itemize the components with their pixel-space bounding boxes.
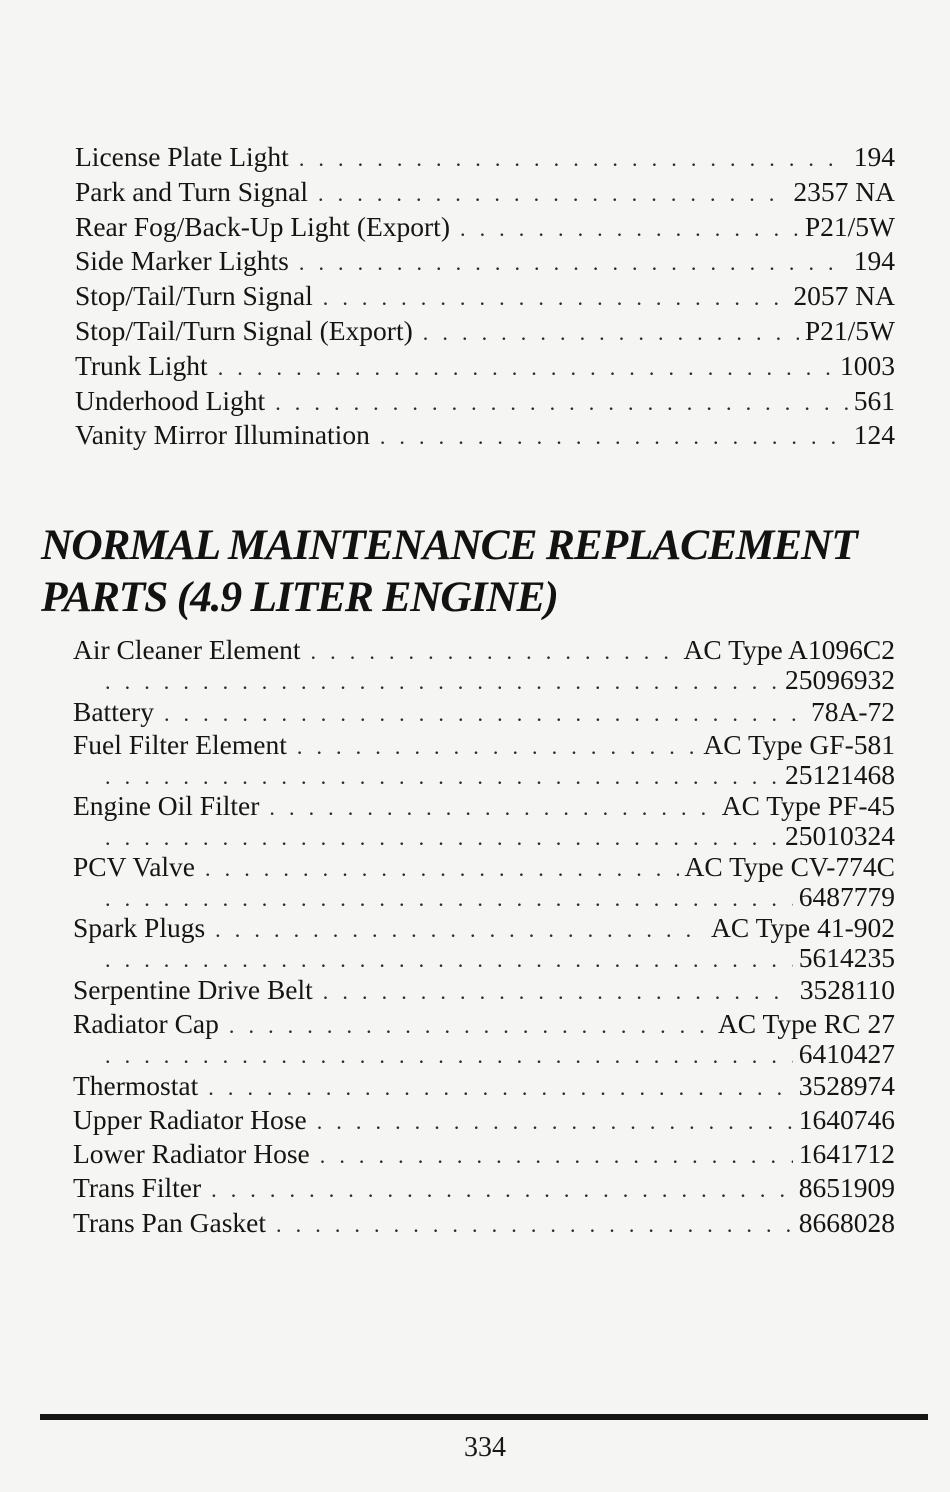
item-value: 78A-72 (810, 696, 895, 727)
part-number: 6410427 (798, 1037, 895, 1069)
list-item (73, 634, 895, 665)
item-label: Serpentine Drive Belt (73, 974, 313, 1006)
dot-leader (229, 1010, 712, 1041)
dot-leader (299, 246, 848, 281)
item-value: P21/5W (804, 314, 895, 346)
dot-leader (211, 1173, 793, 1207)
dot-leader (208, 1071, 793, 1105)
item-value: 1003 (840, 349, 895, 381)
parts-list (73, 634, 895, 1240)
item-label: Park and Turn Signal (75, 175, 309, 207)
item-value: 2057 NA (793, 280, 895, 312)
item-label: Radiator Cap (73, 1007, 219, 1039)
dot-leader (423, 316, 799, 351)
dot-leader (380, 420, 848, 455)
item-value: AC Type A1096C2 (683, 634, 895, 665)
list-item (75, 279, 895, 314)
dot-leader (105, 823, 779, 853)
section-heading-line-1: NORMAL MAINTENANCE REPLACEMENT (41, 521, 857, 569)
dot-leader (320, 1139, 793, 1173)
part-number: 6487779 (798, 881, 895, 913)
item-label: License Plate Light (75, 141, 289, 172)
item-label: Stop/Tail/Turn Signal (75, 280, 313, 312)
list-item-part-number (73, 943, 895, 973)
dot-leader (164, 697, 805, 731)
dot-leader (105, 1041, 793, 1071)
list-item (73, 1008, 895, 1039)
item-label: Underhood Light (75, 384, 266, 416)
bulb-list (75, 140, 895, 453)
dot-leader (323, 975, 794, 1009)
list-item-part-number (73, 882, 895, 912)
dot-leader (269, 792, 715, 823)
part-number: 25010324 (785, 820, 895, 852)
list-item (75, 244, 895, 279)
item-value: 1641712 (798, 1138, 895, 1170)
item-label: Engine Oil Filter (73, 790, 260, 822)
list-item (73, 851, 895, 882)
part-number: 25121468 (785, 759, 895, 791)
item-value: 194 (853, 141, 895, 172)
dot-leader (311, 636, 678, 667)
list-item-part-number (73, 821, 895, 851)
list-item (73, 1137, 895, 1171)
list-item (75, 210, 895, 245)
dot-leader (297, 731, 698, 762)
list-item-part-number (73, 665, 895, 695)
list-item (73, 973, 895, 1007)
list-item-part-number (73, 1039, 895, 1069)
list-item (73, 729, 895, 760)
item-label: Rear Fog/Back-Up Light (Export) (75, 210, 450, 242)
dot-leader (215, 914, 705, 945)
item-value: 194 (853, 245, 895, 277)
section-heading (41, 519, 921, 623)
dot-leader (276, 1208, 793, 1242)
item-label: PCV Valve (73, 851, 195, 883)
list-item (75, 314, 895, 349)
item-label: Trunk Light (75, 349, 208, 381)
list-item (73, 695, 895, 729)
item-label: Side Marker Lights (75, 245, 289, 277)
item-value: P21/5W (804, 210, 895, 242)
list-item (73, 790, 895, 821)
item-value: AC Type 41-902 (711, 912, 895, 944)
section-heading-line-2: PARTS (4.9 LITER ENGINE) (41, 573, 558, 621)
item-value: AC Type RC 27 (717, 1007, 895, 1039)
list-item (73, 1206, 895, 1240)
list-item (75, 384, 895, 419)
dot-leader (105, 945, 793, 975)
list-item (73, 912, 895, 943)
part-number: 5614235 (798, 942, 895, 974)
item-value: AC Type CV-774C (684, 851, 895, 883)
item-label: Vanity Mirror Illumination (75, 419, 370, 451)
dot-leader (318, 177, 787, 212)
item-value: 3528110 (799, 974, 895, 1006)
item-label: Upper Radiator Hose (73, 1103, 307, 1135)
item-label: Air Cleaner Element (73, 634, 301, 665)
item-value: AC Type GF-581 (703, 729, 895, 761)
item-value: 3528974 (798, 1069, 895, 1101)
dot-leader (275, 386, 848, 421)
item-value: 8668028 (798, 1206, 895, 1238)
item-label: Fuel Filter Element (73, 729, 287, 761)
dot-leader (323, 281, 788, 316)
list-item (73, 1103, 895, 1137)
item-value: 561 (853, 384, 895, 416)
list-item (75, 175, 895, 210)
list-item (75, 418, 895, 453)
list-item (75, 349, 895, 384)
item-value: AC Type PF-45 (721, 790, 895, 822)
item-label: Trans Filter (73, 1172, 202, 1204)
item-label: Lower Radiator Hose (73, 1138, 310, 1170)
item-value: 8651909 (798, 1172, 895, 1204)
page-number: 334 (464, 1432, 506, 1463)
item-label: Trans Pan Gasket (73, 1206, 267, 1238)
dot-leader (205, 853, 679, 884)
item-label: Spark Plugs (73, 912, 206, 944)
item-label: Battery (73, 696, 154, 727)
list-item (75, 140, 895, 175)
dot-leader (105, 884, 793, 914)
dot-leader (105, 667, 779, 697)
dot-leader (105, 762, 779, 792)
item-value: 2357 NA (793, 175, 895, 207)
list-item-part-number (73, 760, 895, 790)
item-value: 124 (853, 419, 895, 451)
dot-leader (218, 351, 834, 386)
dot-leader (460, 212, 799, 247)
list-item (73, 1069, 895, 1103)
item-value: 1640746 (798, 1103, 895, 1135)
item-label: Thermostat (73, 1069, 199, 1101)
part-number: 25096932 (785, 664, 895, 695)
list-item (73, 1171, 895, 1205)
item-label: Stop/Tail/Turn Signal (Export) (75, 314, 413, 346)
dot-leader (317, 1105, 793, 1139)
footer-rule (40, 1414, 928, 1420)
dot-leader (299, 142, 848, 177)
